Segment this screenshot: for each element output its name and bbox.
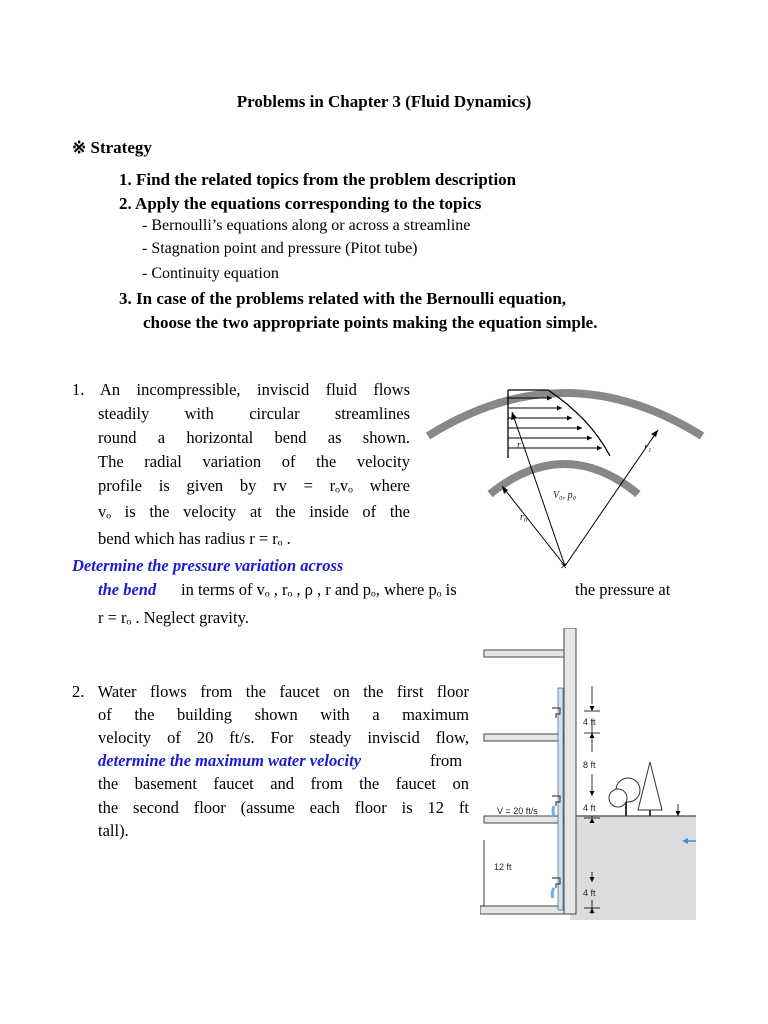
problem1-line-1: 1. An incompressible, inviscid fluid flows [72, 380, 410, 399]
problem1-line-7: bend which has radius r = rₒ . [98, 529, 291, 548]
water-stream-basement [552, 888, 554, 898]
page-title: Problems in Chapter 3 (Fluid Dynamics) [236, 92, 532, 111]
water-stream-first [553, 806, 554, 816]
label-r1: r₁ [644, 442, 652, 453]
trees [609, 762, 662, 816]
strategy-bullet-2: - Stagnation point and pressure (Pitot tube) [142, 240, 418, 257]
floor-slab-first [484, 816, 568, 823]
problem2-line-4-rest: from [430, 751, 463, 770]
center-mark: × [560, 558, 568, 573]
building-figure [480, 628, 696, 920]
strategy-bullet-1: - Bernoulli’s equations along or across a streamline [142, 217, 471, 234]
radius-r-line [512, 412, 565, 566]
label-r0: r₀ [520, 512, 528, 523]
problem2-line-3: velocity of 20 ft/s. For steady inviscid flow, [98, 728, 469, 747]
label-velocity: V = 20 ft/s [497, 806, 538, 816]
outer-wall [428, 393, 702, 436]
building-wall [564, 628, 576, 914]
problem1-line-after: in terms of vₒ , rₒ , ρ , r and pₒ, where pₒ is [181, 580, 457, 599]
problem1-highlight-2: the bend [98, 580, 157, 599]
strategy-step-2: 2. Apply the equations corresponding to the topics [119, 194, 482, 213]
problem2-line-7: tall). [98, 821, 129, 840]
label-8ft: 8 ft [583, 760, 596, 770]
floor-slab-top [484, 650, 568, 657]
strategy-step-3-line-1: 3. In case of the problems related with the Bernoulli equation, [119, 289, 567, 308]
problem2-highlight: determine the maximum water velocity [98, 751, 362, 770]
label-4ft-bottom: 4 ft [583, 888, 596, 898]
strategy-step-1: 1. Find the related topics from the problem description [119, 170, 517, 189]
problem1-last-line: r = rₒ . Neglect gravity. [98, 608, 249, 627]
problem1-line-3: round a horizontal bend as shown. [98, 428, 410, 447]
problem2-line-2: of the building shown with a maximum [98, 705, 469, 724]
label-4ft-top: 4 ft [583, 717, 596, 727]
problem2-line-6: the second floor (assume each floor is 12 ft [98, 798, 469, 817]
strategy-bullet-3: - Continuity equation [142, 265, 279, 282]
strategy-heading: ※ Strategy [72, 138, 152, 157]
strategy-step-3-line-2: choose the two appropriate points making the equation simple. [143, 313, 598, 332]
problem1-line-4: The radial variation of the velocity [98, 452, 410, 471]
ground [570, 816, 696, 920]
problem1-line-5: profile is given by rv = rₒvₒ where [98, 476, 410, 495]
label-12ft: 12 ft [494, 862, 512, 872]
label-r: r [517, 440, 521, 451]
problem1-line-after-right: the pressure at [575, 580, 671, 599]
problem2-line-1: 2. Water flows from the faucet on the first floor [72, 682, 469, 701]
problem2-line-5: the basement faucet and from the faucet on [98, 774, 469, 793]
problem1-line-2: steadily with circular streamlines [98, 404, 410, 423]
problem1-highlight-1: Determine the pressure variation across [72, 556, 344, 575]
label-4ft-mid: 4 ft [583, 803, 596, 813]
floor-slab-second [484, 734, 568, 741]
label-v0-p0: V₀, p₀ [553, 490, 577, 501]
bend-figure [420, 368, 710, 578]
problem1-line-6: vₒ is the velocity at the inside of the [98, 502, 410, 521]
